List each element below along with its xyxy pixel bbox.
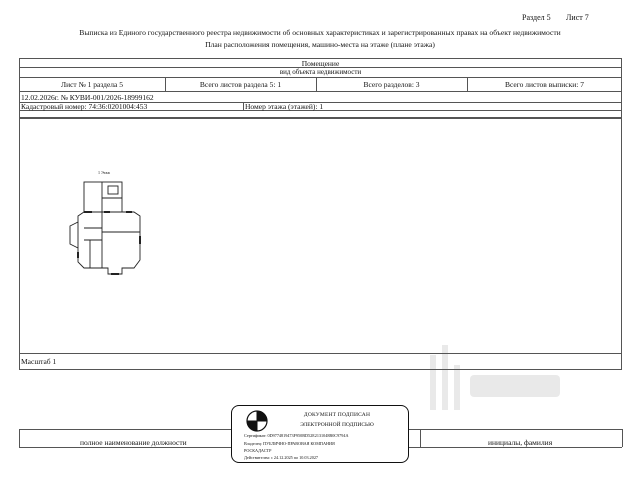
- object-name: Помещение: [301, 59, 340, 68]
- emblem-icon: [246, 410, 268, 432]
- extract-date-number: 12.02.2026г. № КУВИ-001/2026-18999162: [21, 93, 154, 102]
- stamp-title: ДОКУМЕНТ ПОДПИСАН: [303, 412, 371, 418]
- sheet-of-section: Лист № 1 раздела 5: [61, 80, 123, 89]
- document-title: Выписка из Единого государственного реестра недвижимости об основных характеристиках и зарегистрированных правах на объект недвижимости: [79, 28, 561, 37]
- cadastral-number: Кадастровый номер: 74:36:0201004:453: [21, 102, 148, 111]
- section-number: Раздел 5: [522, 13, 551, 22]
- sheet-number: Лист 7: [566, 13, 589, 22]
- digital-signature-stamp: [231, 405, 409, 463]
- stamp-owner-org: РОСКАДАСТР: [244, 448, 272, 453]
- scale-label: Масштаб 1: [21, 357, 57, 366]
- document-subtitle: План расположения помещения, машино-места на этаже (плане этажа): [205, 40, 435, 49]
- sheets-total: Всего листов выписки: 7: [505, 80, 584, 89]
- floor-label: 1 Этаж: [98, 170, 110, 175]
- stamp-certificate: Сертификат: 0D9774819473F950BD52E2131048B0C9794A: [244, 433, 349, 438]
- object-kind: вид объекта недвижимости: [279, 68, 362, 76]
- stamp-validity: Действителен: с 24.12.2025 по 10.03.2027: [244, 455, 319, 460]
- stamp-subtitle: ЭЛЕКТРОННОЙ ПОДПИСЬЮ: [300, 422, 374, 428]
- position-label: полное наименование должности: [80, 438, 187, 447]
- sections-total: Всего разделов: 3: [363, 80, 420, 89]
- sheets-in-section: Всего листов раздела 5: 1: [199, 80, 282, 89]
- initials-label: инициалы, фамилия: [488, 438, 553, 447]
- floor-number: Номер этажа (этажей): 1: [245, 102, 324, 111]
- stamp-owner: Владелец: ПУБЛИЧНО-ПРАВОВАЯ КОМПАНИЯ: [244, 441, 335, 446]
- floor-plan-drawing: [64, 170, 154, 282]
